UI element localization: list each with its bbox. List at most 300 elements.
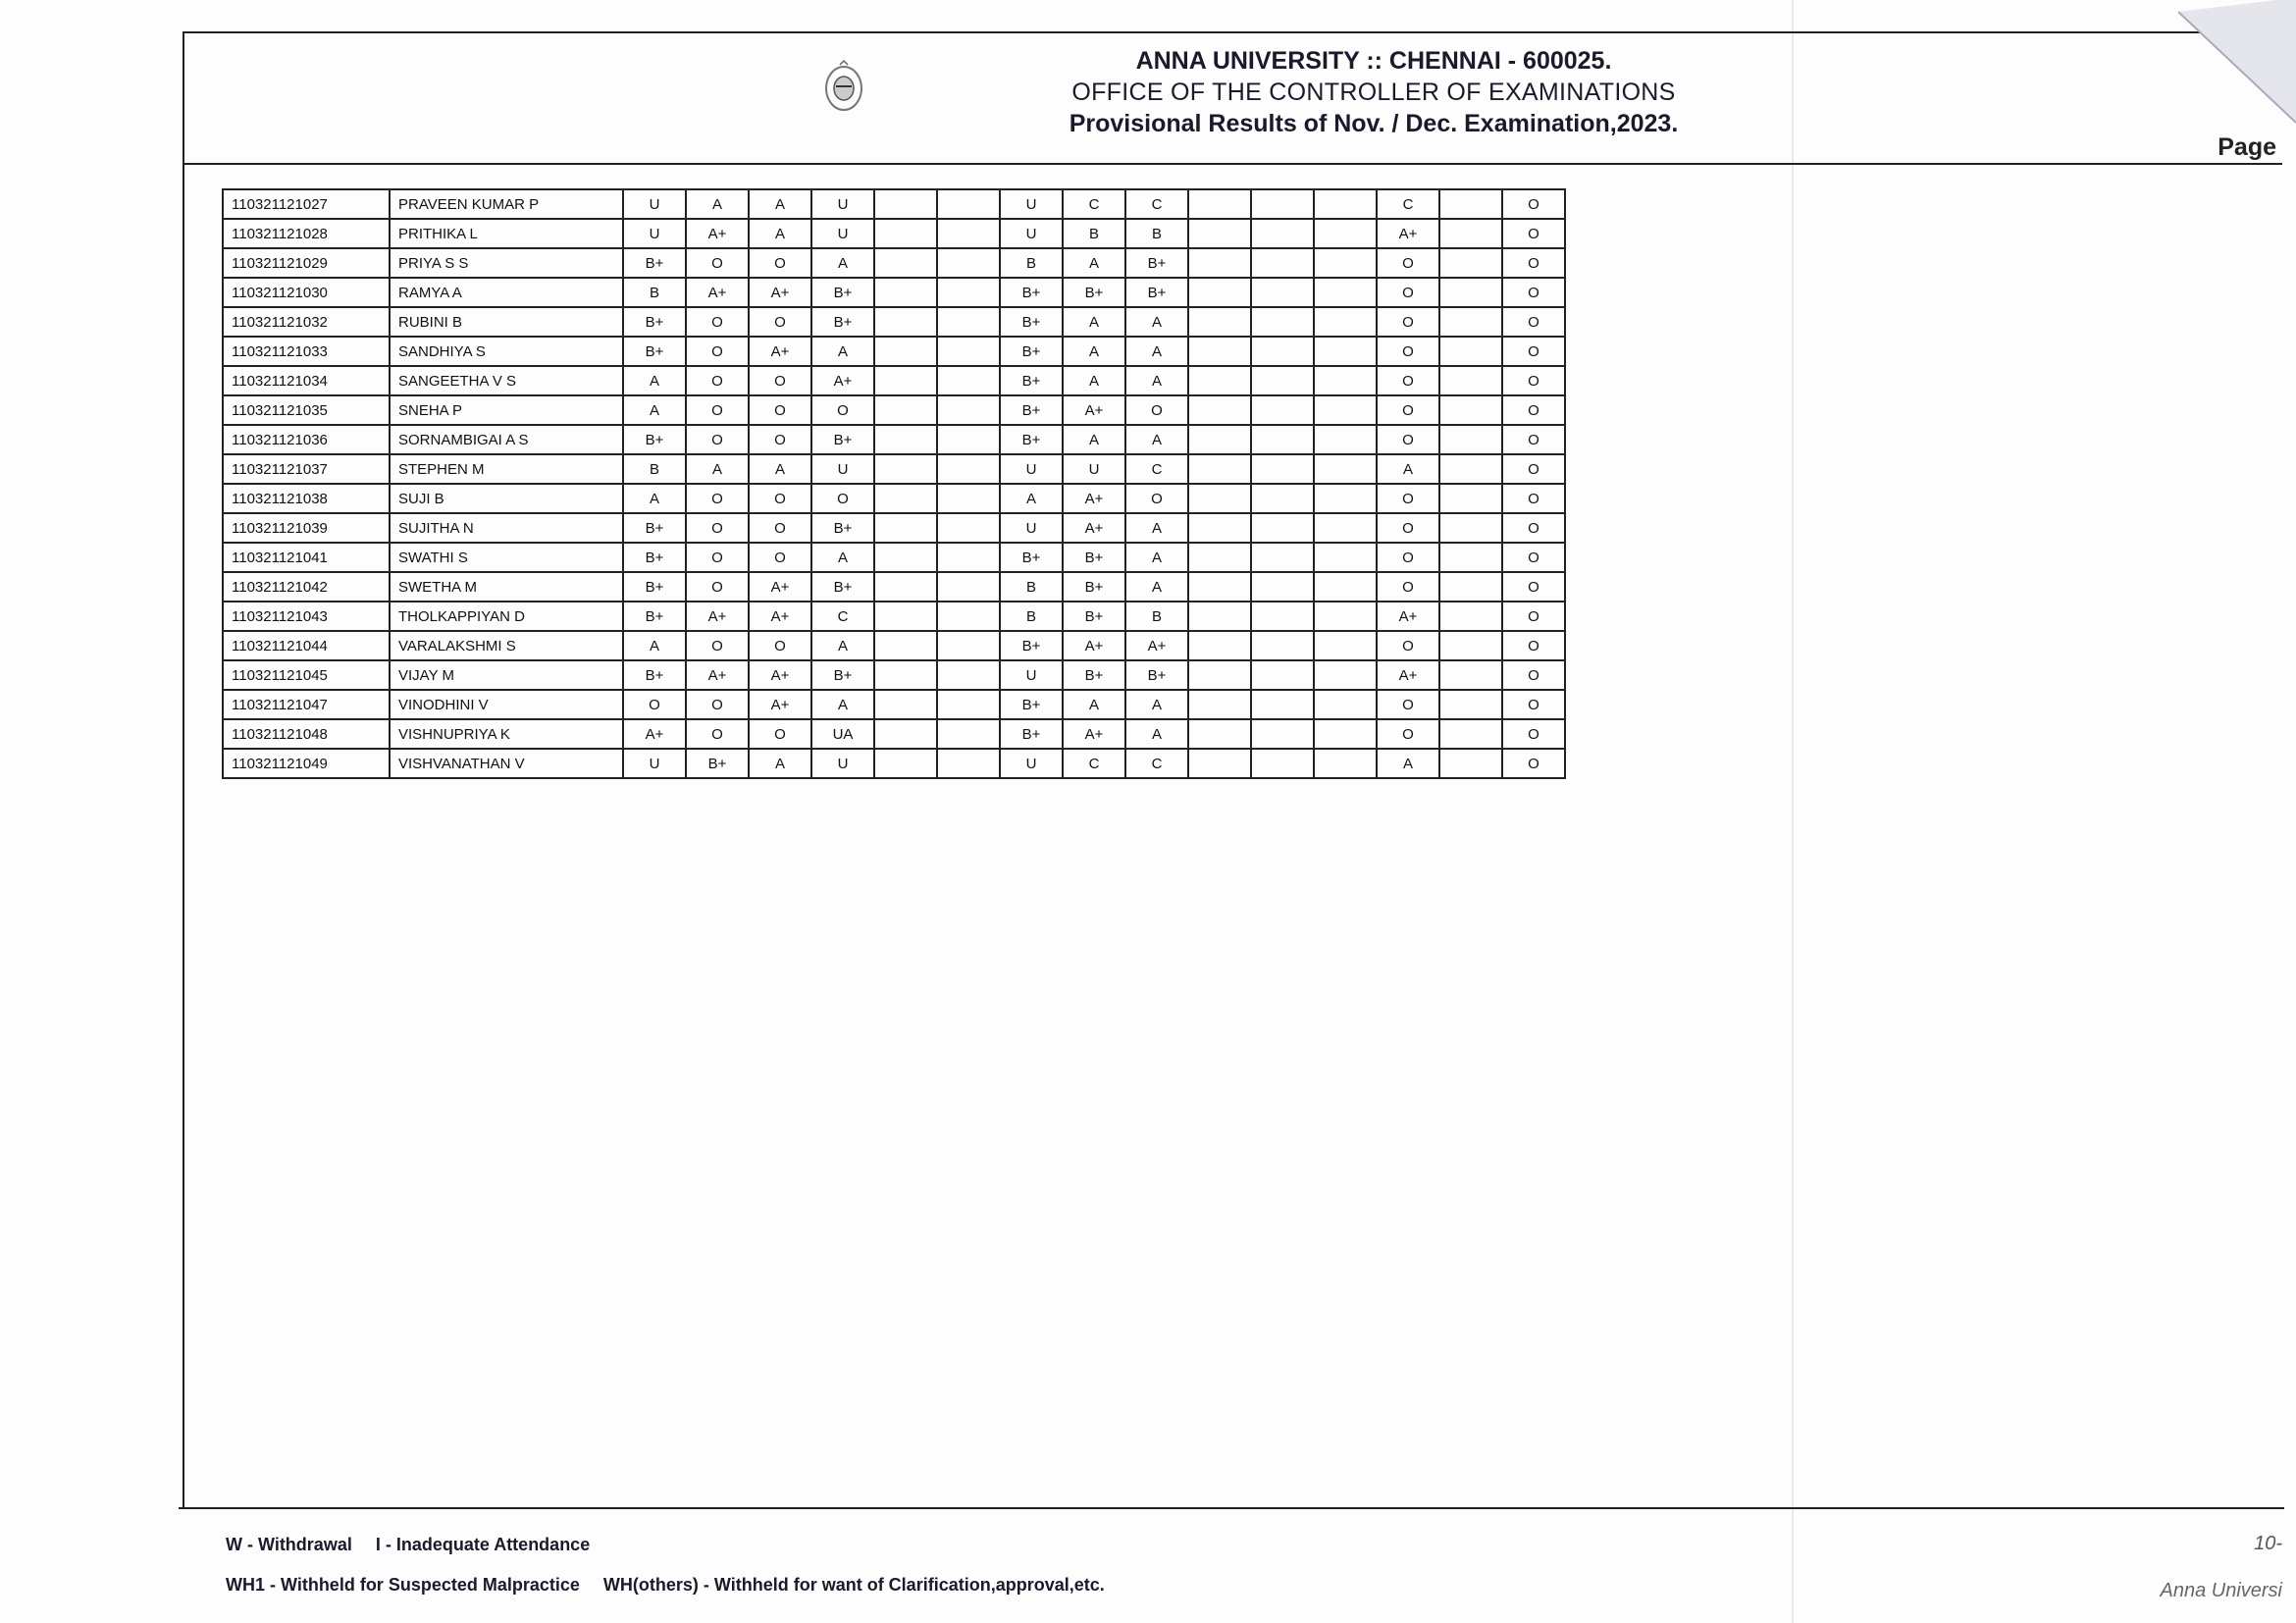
grade-cell [874, 602, 937, 631]
grade-cell: O [686, 543, 749, 572]
grade-cell: A [686, 189, 749, 219]
grade-cell: U [1000, 219, 1063, 248]
student-name-cell: SUJI B [390, 484, 623, 513]
grade-cell: A [1063, 248, 1125, 278]
grade-cell: B+ [1125, 278, 1188, 307]
grade-cell: A [623, 484, 686, 513]
grade-cell [1188, 484, 1251, 513]
grade-cell: O [623, 690, 686, 719]
grade-cell [1188, 248, 1251, 278]
table-row [223, 366, 1565, 395]
university-name: ANNA UNIVERSITY :: CHENNAI - 600025. [1135, 47, 1612, 75]
grade-cell: B+ [623, 660, 686, 690]
grade-cell [937, 749, 1000, 778]
page-label: Page [2218, 133, 2276, 161]
grade-cell: O [1377, 337, 1439, 366]
grade-cell [874, 425, 937, 454]
table-row [223, 719, 1565, 749]
student-name-cell: SWETHA M [390, 572, 623, 602]
grade-cell [937, 425, 1000, 454]
grade-cell: A [686, 454, 749, 484]
grade-cell: B+ [1063, 543, 1125, 572]
grade-cell: O [1377, 307, 1439, 337]
grade-cell [874, 631, 937, 660]
grade-cell: O [749, 366, 811, 395]
student-name-cell: VIJAY M [390, 660, 623, 690]
grade-cell: B [1000, 248, 1063, 278]
grade-cell [874, 719, 937, 749]
grade-cell: O [1377, 278, 1439, 307]
grade-cell: O [1502, 749, 1565, 778]
grade-cell: A+ [686, 278, 749, 307]
grade-cell [1314, 307, 1377, 337]
student-name-cell: PRIYA S S [390, 248, 623, 278]
register-number-cell: 110321121041 [223, 543, 390, 572]
grade-cell: UA [811, 719, 874, 749]
grade-cell: O [686, 513, 749, 543]
table-row [223, 425, 1565, 454]
student-name-cell: RAMYA A [390, 278, 623, 307]
grade-cell: O [811, 484, 874, 513]
grade-cell: O [1502, 660, 1565, 690]
legend-withdrawal: W - Withdrawal [226, 1535, 352, 1554]
grade-cell [1439, 719, 1502, 749]
grade-cell: C [1377, 189, 1439, 219]
page-fold-corner [2178, 0, 2296, 128]
grade-cell: O [1502, 572, 1565, 602]
grade-cell [1188, 513, 1251, 543]
exam-title: Provisional Results of Nov. / Dec. Examination,2023. [1069, 110, 1679, 137]
grade-cell: B [1125, 602, 1188, 631]
grade-cell [1251, 749, 1314, 778]
table-row [223, 454, 1565, 484]
grade-cell: A+ [1063, 395, 1125, 425]
grade-cell: O [686, 337, 749, 366]
grade-cell: O [686, 307, 749, 337]
grade-cell: A [1063, 307, 1125, 337]
grade-cell: B+ [1000, 278, 1063, 307]
grade-cell [1314, 602, 1377, 631]
grade-cell [1251, 543, 1314, 572]
grade-cell: A [1125, 719, 1188, 749]
grade-cell: B+ [1063, 572, 1125, 602]
table-row [223, 749, 1565, 778]
grade-cell: O [686, 631, 749, 660]
grade-cell: A [1063, 366, 1125, 395]
grade-cell: B [1000, 572, 1063, 602]
grade-cell: B+ [623, 513, 686, 543]
grade-cell: A+ [749, 572, 811, 602]
grade-cell: B+ [1063, 602, 1125, 631]
grade-cell: A+ [623, 719, 686, 749]
grade-cell: A [623, 366, 686, 395]
grade-cell: O [1502, 307, 1565, 337]
grade-cell [1314, 366, 1377, 395]
grade-cell [1439, 690, 1502, 719]
header-divider [183, 163, 2282, 165]
grade-cell: O [1377, 395, 1439, 425]
grade-cell: O [1377, 719, 1439, 749]
legend-wh1: WH1 - Withheld for Suspected Malpractice [226, 1575, 580, 1595]
grade-cell [1439, 278, 1502, 307]
grade-cell: O [1502, 219, 1565, 248]
grade-cell: B [623, 278, 686, 307]
grade-cell [1188, 425, 1251, 454]
grade-cell: C [1125, 189, 1188, 219]
table-row [223, 248, 1565, 278]
legend-line-2 [226, 1575, 1105, 1596]
grade-cell: B+ [623, 543, 686, 572]
grade-cell [1439, 572, 1502, 602]
grade-cell: O [811, 395, 874, 425]
grade-cell: A [1125, 690, 1188, 719]
grade-cell: O [1502, 248, 1565, 278]
grade-cell [1314, 690, 1377, 719]
grade-cell [1439, 631, 1502, 660]
grade-cell: O [1502, 366, 1565, 395]
student-name-cell: SORNAMBIGAI A S [390, 425, 623, 454]
grade-cell [874, 366, 937, 395]
grade-cell [937, 248, 1000, 278]
grade-cell: A [811, 248, 874, 278]
grade-cell: A+ [1063, 513, 1125, 543]
grade-cell: A [1000, 484, 1063, 513]
grade-cell [937, 484, 1000, 513]
grade-cell: O [686, 690, 749, 719]
grade-cell [1314, 513, 1377, 543]
register-number-cell: 110321121049 [223, 749, 390, 778]
grade-cell: B+ [623, 337, 686, 366]
register-number-cell: 110321121027 [223, 189, 390, 219]
grade-cell: A [1063, 690, 1125, 719]
grade-cell: O [1125, 484, 1188, 513]
grade-cell: A+ [811, 366, 874, 395]
grade-cell [874, 660, 937, 690]
grade-cell: A+ [686, 602, 749, 631]
grade-cell: B+ [1000, 395, 1063, 425]
grade-cell: O [686, 366, 749, 395]
grade-cell: B+ [623, 572, 686, 602]
grade-cell [1439, 454, 1502, 484]
grade-cell: O [1377, 513, 1439, 543]
table-row [223, 307, 1565, 337]
register-number-cell: 110321121032 [223, 307, 390, 337]
grade-cell [1314, 278, 1377, 307]
grade-cell [1251, 602, 1314, 631]
grade-cell [874, 690, 937, 719]
page-number: 10- [2254, 1533, 2282, 1554]
grade-cell: O [1377, 690, 1439, 719]
grade-cell [1314, 543, 1377, 572]
grade-cell [874, 337, 937, 366]
grade-cell [1251, 660, 1314, 690]
grade-cell [1188, 719, 1251, 749]
grade-cell [937, 366, 1000, 395]
grade-cell [1314, 425, 1377, 454]
register-number-cell: 110321121039 [223, 513, 390, 543]
table-row [223, 395, 1565, 425]
grade-cell: B+ [1000, 307, 1063, 337]
grade-cell [1314, 189, 1377, 219]
grade-cell [937, 307, 1000, 337]
grade-cell: O [749, 631, 811, 660]
grade-cell: C [1125, 454, 1188, 484]
register-number-cell: 110321121038 [223, 484, 390, 513]
grade-cell [1314, 660, 1377, 690]
grade-cell [1439, 484, 1502, 513]
grade-cell: B+ [1000, 719, 1063, 749]
grade-cell [1251, 307, 1314, 337]
register-number-cell: 110321121048 [223, 719, 390, 749]
grade-cell [1188, 572, 1251, 602]
grade-cell [1251, 572, 1314, 602]
grade-cell [1251, 395, 1314, 425]
grade-cell: O [1377, 572, 1439, 602]
grade-cell: C [1063, 189, 1125, 219]
grade-cell: A+ [749, 602, 811, 631]
grade-cell [1439, 189, 1502, 219]
grade-cell: A+ [749, 337, 811, 366]
grade-cell [1251, 366, 1314, 395]
register-number-cell: 110321121028 [223, 219, 390, 248]
grade-cell: O [1502, 278, 1565, 307]
register-number-cell: 110321121044 [223, 631, 390, 660]
grade-cell [1314, 337, 1377, 366]
grade-cell: O [1125, 395, 1188, 425]
grade-cell [1439, 513, 1502, 543]
grade-cell [1439, 307, 1502, 337]
table-row [223, 602, 1565, 631]
grade-cell [937, 454, 1000, 484]
grade-cell: O [749, 307, 811, 337]
grade-cell: U [1000, 749, 1063, 778]
grade-cell [874, 513, 937, 543]
grade-cell: A+ [1063, 631, 1125, 660]
grade-cell [1251, 248, 1314, 278]
grade-cell: B [1063, 219, 1125, 248]
grade-cell: A [811, 337, 874, 366]
grade-cell [1251, 484, 1314, 513]
grade-cell: O [1502, 513, 1565, 543]
grade-cell [1314, 395, 1377, 425]
register-number-cell: 110321121033 [223, 337, 390, 366]
grade-cell: O [1502, 454, 1565, 484]
grade-cell: U [811, 454, 874, 484]
grade-cell [1188, 690, 1251, 719]
grade-cell: U [623, 219, 686, 248]
grade-cell: A+ [1377, 219, 1439, 248]
grade-cell: O [1502, 602, 1565, 631]
grade-cell [874, 248, 937, 278]
grade-cell [1188, 543, 1251, 572]
grade-cell: O [1502, 337, 1565, 366]
grade-cell: A+ [686, 660, 749, 690]
grade-cell [874, 395, 937, 425]
grade-cell: O [1377, 366, 1439, 395]
table-row [223, 631, 1565, 660]
register-number-cell: 110321121042 [223, 572, 390, 602]
grade-cell [1251, 690, 1314, 719]
grade-cell [874, 454, 937, 484]
table-row [223, 572, 1565, 602]
table-row [223, 513, 1565, 543]
grade-cell: A+ [686, 219, 749, 248]
grade-cell: B+ [811, 278, 874, 307]
register-number-cell: 110321121029 [223, 248, 390, 278]
grade-cell: O [686, 395, 749, 425]
student-name-cell: VISHNUPRIYA K [390, 719, 623, 749]
grade-cell [937, 278, 1000, 307]
student-name-cell: SUJITHA N [390, 513, 623, 543]
grade-cell: B+ [1125, 248, 1188, 278]
grade-cell: B+ [623, 307, 686, 337]
grade-cell: A [749, 219, 811, 248]
grade-cell [1439, 395, 1502, 425]
grade-cell: A [1125, 513, 1188, 543]
grade-cell [1439, 248, 1502, 278]
grade-cell [1314, 219, 1377, 248]
results-table [222, 188, 1566, 779]
student-name-cell: VINODHINI V [390, 690, 623, 719]
grade-cell: B+ [1125, 660, 1188, 690]
grade-cell: O [1502, 690, 1565, 719]
grade-cell: A [1377, 454, 1439, 484]
grade-cell: A [1377, 749, 1439, 778]
grade-cell: O [749, 484, 811, 513]
grade-cell: O [749, 425, 811, 454]
grade-cell: U [811, 189, 874, 219]
grade-cell [1188, 219, 1251, 248]
grade-cell: B+ [1063, 660, 1125, 690]
grade-cell: B+ [811, 425, 874, 454]
grade-cell: A [1125, 366, 1188, 395]
grade-cell [937, 690, 1000, 719]
grade-cell: U [811, 749, 874, 778]
register-number-cell: 110321121047 [223, 690, 390, 719]
grade-cell: B+ [1000, 425, 1063, 454]
grade-cell [1439, 425, 1502, 454]
grade-cell: A [811, 690, 874, 719]
grade-cell [1314, 719, 1377, 749]
grade-cell: U [623, 189, 686, 219]
grade-cell: A [749, 454, 811, 484]
table-row [223, 484, 1565, 513]
grade-cell [937, 602, 1000, 631]
grade-cell [1251, 631, 1314, 660]
grade-cell [937, 189, 1000, 219]
student-name-cell: RUBINI B [390, 307, 623, 337]
grade-cell [1314, 484, 1377, 513]
grade-cell: A+ [1063, 719, 1125, 749]
grade-cell: O [749, 513, 811, 543]
footer-divider [179, 1507, 2284, 1509]
grade-cell: B+ [623, 425, 686, 454]
grade-cell: O [749, 719, 811, 749]
grade-cell: U [623, 749, 686, 778]
grade-cell: O [1377, 631, 1439, 660]
grade-cell [1188, 660, 1251, 690]
grade-cell: B+ [811, 513, 874, 543]
grade-cell [1188, 749, 1251, 778]
register-number-cell: 110321121035 [223, 395, 390, 425]
grade-cell [874, 307, 937, 337]
register-number-cell: 110321121037 [223, 454, 390, 484]
grade-cell [874, 749, 937, 778]
grade-cell [1188, 395, 1251, 425]
grade-cell: O [1377, 484, 1439, 513]
register-number-cell: 110321121045 [223, 660, 390, 690]
table-row [223, 690, 1565, 719]
grade-cell: C [811, 602, 874, 631]
grade-cell: O [1502, 395, 1565, 425]
grade-cell: O [686, 484, 749, 513]
grade-cell: B [1125, 219, 1188, 248]
grade-cell: O [686, 572, 749, 602]
student-name-cell: SANGEETHA V S [390, 366, 623, 395]
student-name-cell: VISHVANATHAN V [390, 749, 623, 778]
grade-cell [1439, 602, 1502, 631]
grade-cell [874, 219, 937, 248]
grade-cell [1314, 572, 1377, 602]
grade-cell: A [811, 543, 874, 572]
grade-cell [1439, 366, 1502, 395]
grade-cell: A+ [749, 278, 811, 307]
grade-cell [1314, 631, 1377, 660]
grade-cell [937, 543, 1000, 572]
grade-cell: O [749, 248, 811, 278]
document-header [863, 45, 1884, 139]
grade-cell: A [623, 631, 686, 660]
grade-cell: O [686, 719, 749, 749]
student-name-cell: THOLKAPPIYAN D [390, 602, 623, 631]
grade-cell: A+ [1063, 484, 1125, 513]
grade-cell: B [623, 454, 686, 484]
grade-cell [1188, 278, 1251, 307]
grade-cell: O [1377, 543, 1439, 572]
grade-cell [1188, 454, 1251, 484]
grade-cell [1251, 189, 1314, 219]
register-number-cell: 110321121036 [223, 425, 390, 454]
grade-cell: C [1125, 749, 1188, 778]
grade-cell [1439, 660, 1502, 690]
grade-cell: B+ [811, 572, 874, 602]
grade-cell [1251, 278, 1314, 307]
grade-cell [1251, 513, 1314, 543]
grade-cell: O [1502, 719, 1565, 749]
grade-cell: B+ [1000, 631, 1063, 660]
grade-cell: B+ [1063, 278, 1125, 307]
grade-cell [1251, 425, 1314, 454]
grade-cell [937, 631, 1000, 660]
table-row [223, 278, 1565, 307]
grade-cell: O [686, 248, 749, 278]
grade-cell [1188, 602, 1251, 631]
student-name-cell: SNEHA P [390, 395, 623, 425]
student-name-cell: STEPHEN M [390, 454, 623, 484]
grade-cell [937, 395, 1000, 425]
grade-cell: U [1000, 513, 1063, 543]
register-number-cell: 110321121030 [223, 278, 390, 307]
grade-cell: U [1000, 189, 1063, 219]
grade-cell [1251, 719, 1314, 749]
legend-wh-others: WH(others) - Withheld for want of Clarification,approval,etc. [602, 1575, 1105, 1595]
register-number-cell: 110321121043 [223, 602, 390, 631]
table-row [223, 189, 1565, 219]
grade-cell [874, 484, 937, 513]
grade-cell [1439, 749, 1502, 778]
grade-cell: O [1502, 484, 1565, 513]
grade-cell: A [623, 395, 686, 425]
